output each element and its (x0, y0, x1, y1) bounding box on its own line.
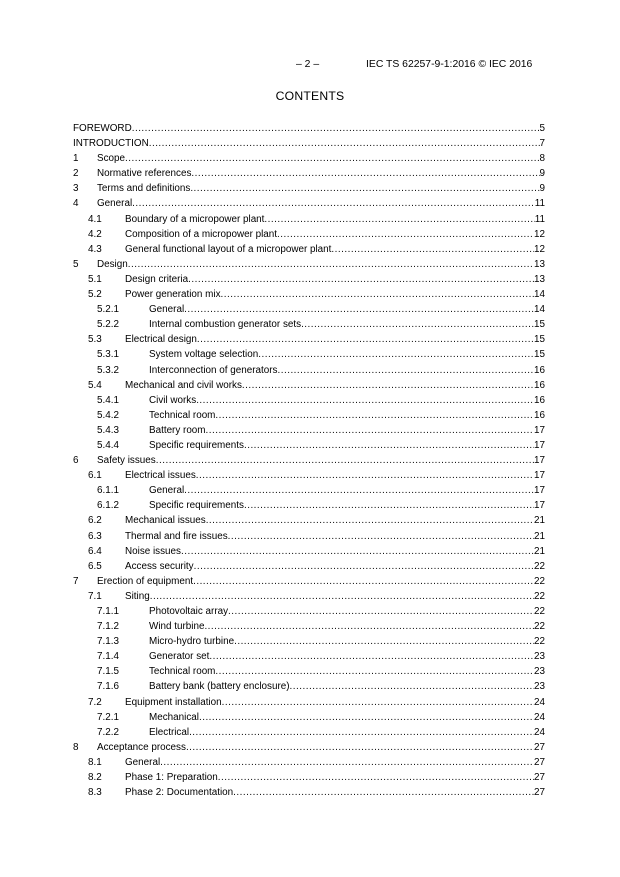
toc-entry-page: 21 (534, 515, 545, 527)
dot-leader (228, 604, 534, 619)
toc-entry-page: 27 (534, 772, 545, 784)
toc-entry[interactable] (73, 347, 545, 362)
toc-entry-number: 6.1.1 (97, 485, 119, 497)
toc-entry-title: Design (97, 258, 128, 270)
toc-entry-number: 2 (73, 168, 79, 180)
toc-entry-title: Normative references (97, 168, 192, 180)
dot-leader (233, 785, 534, 800)
toc-entry-page: 27 (534, 741, 545, 753)
toc-entry-number: 7.1.4 (97, 651, 119, 663)
toc-entry-title: Battery room (149, 424, 206, 436)
toc-entry[interactable] (73, 332, 545, 347)
toc-entry-number: 8 (73, 741, 79, 753)
toc-entry[interactable] (73, 574, 545, 589)
toc-entry-page: 24 (534, 726, 545, 738)
toc-entry-title: Photovoltaic array (149, 606, 229, 617)
dot-leader (277, 227, 534, 242)
toc-entry-page: 17 (534, 485, 545, 497)
toc-entry[interactable] (73, 740, 545, 755)
toc-entry-number: 6.1.2 (97, 500, 119, 512)
toc-entry-number: 7.1.2 (97, 621, 119, 633)
dot-leader (186, 740, 534, 755)
dot-leader (132, 196, 535, 211)
toc-entry-page: 12 (534, 228, 545, 240)
toc-entry-page: 17 (534, 470, 545, 482)
dot-leader (132, 121, 540, 136)
toc-entry-number: 6.4 (88, 545, 102, 557)
toc-entry[interactable] (73, 438, 545, 453)
dot-leader (277, 363, 534, 378)
toc-entry-page: 17 (534, 455, 545, 467)
toc-entry-page: 14 (534, 289, 545, 301)
toc-entry-title: Micro-hydro turbine (149, 636, 235, 648)
dot-leader (209, 649, 534, 664)
toc-entry-page: 5 (539, 123, 545, 134)
toc-entry-title: General (97, 198, 133, 210)
toc-entry-page: 23 (534, 651, 545, 663)
toc-entry-title: Composition of a micropower plant (125, 228, 278, 240)
dot-leader (215, 408, 534, 423)
toc-entry-page: 7 (539, 138, 545, 150)
dot-leader (264, 212, 534, 227)
dot-leader (215, 664, 534, 679)
toc-entry-page: 8 (539, 153, 545, 165)
toc-entry-page: 15 (534, 319, 545, 331)
toc-entry-number: 7.1.3 (97, 636, 119, 648)
toc-entry[interactable] (73, 453, 545, 468)
toc-entry[interactable] (73, 770, 545, 785)
toc-entry[interactable] (73, 227, 545, 242)
toc-entry-number: 5.4.4 (97, 439, 119, 451)
toc-entry-page: 24 (534, 711, 545, 723)
toc-entry-title: Phase 1: Preparation (125, 772, 218, 784)
toc-entry-number: 3 (73, 183, 79, 195)
toc-entry-page: 22 (534, 621, 545, 633)
toc-entry-title: General (149, 485, 185, 497)
toc-entry-page: 16 (534, 409, 545, 421)
toc-entry[interactable] (73, 619, 545, 634)
dot-leader (228, 529, 534, 544)
toc-entry-number: 5 (73, 258, 79, 270)
document-reference: IEC TS 62257-9-1:2016 © IEC 2016 (366, 59, 533, 70)
toc-entry-number: 7 (73, 575, 79, 587)
dot-leader (204, 619, 534, 634)
toc-entry-title: Equipment installation (125, 696, 222, 708)
toc-entry-number: 4.2 (88, 228, 102, 240)
toc-entry[interactable] (73, 151, 545, 166)
toc-entry-number: 5.2 (88, 289, 102, 301)
toc-entry-page: 15 (534, 349, 545, 361)
toc-entry[interactable] (73, 317, 545, 332)
toc-entry[interactable] (73, 755, 545, 770)
toc-entry-title: Electrical design (125, 334, 197, 346)
toc-entry-title: General functional layout of a micropower plant (125, 243, 332, 255)
dot-leader (125, 151, 539, 166)
dot-leader (193, 574, 534, 589)
toc-entry[interactable] (73, 393, 545, 408)
toc-entry[interactable] (73, 121, 545, 136)
toc-entry-title: Interconnection of generators (149, 364, 278, 376)
toc-entry-title: Terms and definitions (97, 183, 191, 195)
toc-entry-page: 9 (539, 183, 545, 195)
toc-entry-number: 8.3 (88, 787, 102, 799)
toc-entry-page: 23 (534, 681, 545, 693)
toc-entry-title: Electrical issues (125, 470, 196, 482)
dot-leader (189, 725, 534, 740)
toc-entry-page: 27 (534, 756, 545, 768)
toc-entry-title: Thermal and fire issues (125, 530, 228, 542)
dot-leader (149, 136, 540, 151)
toc-entry[interactable] (73, 483, 545, 498)
toc-entry-number: 8.1 (88, 756, 102, 768)
toc-entry-title: Safety issues (97, 455, 156, 467)
toc-entry[interactable] (73, 136, 545, 151)
dot-leader (184, 302, 534, 317)
toc-entry-title: Design criteria (125, 273, 189, 285)
toc-entry-title: INTRODUCTION (73, 138, 149, 150)
toc-entry[interactable] (73, 604, 545, 619)
toc-entry[interactable] (73, 468, 545, 483)
dot-leader (196, 393, 534, 408)
toc-entry[interactable] (73, 529, 545, 544)
toc-entry-number: 5.3.2 (97, 364, 119, 376)
toc-entry-number: 6 (73, 455, 79, 467)
toc-entry[interactable] (73, 423, 545, 438)
dot-leader (234, 634, 534, 649)
toc-entry-title: Scope (97, 153, 126, 165)
toc-entry-page: 17 (534, 500, 545, 512)
toc-entry-title: FOREWORD (73, 123, 132, 134)
toc-entry[interactable] (73, 785, 545, 800)
toc-entry-page: 14 (534, 304, 545, 316)
dot-leader (331, 242, 534, 257)
dot-leader (150, 589, 534, 604)
toc-entry-title: System voltage selection (149, 349, 259, 361)
toc-entry[interactable] (73, 212, 545, 227)
dot-leader (128, 257, 534, 272)
toc-entry[interactable] (73, 544, 545, 559)
dot-leader (222, 695, 534, 710)
toc-entry[interactable] (73, 695, 545, 710)
dot-leader (194, 559, 534, 574)
toc-entry[interactable] (73, 242, 545, 257)
dot-leader (181, 544, 534, 559)
toc-entry-title: Battery bank (battery enclosure) (149, 681, 290, 693)
toc-entry[interactable] (73, 181, 545, 196)
toc-entry[interactable] (73, 302, 545, 317)
toc-entry-page: 11 (534, 213, 545, 225)
toc-entry-title: Wind turbine (149, 621, 205, 633)
toc-entry-title: Siting (125, 590, 150, 602)
dot-leader (160, 755, 534, 770)
toc-entry-number: 5.2.2 (97, 319, 119, 331)
toc-entry-number: 5.2.1 (97, 304, 119, 316)
toc-entry[interactable] (73, 196, 545, 211)
toc-entry-page: 24 (534, 696, 545, 708)
toc-entry-number: 4 (73, 198, 79, 210)
toc-entry[interactable] (73, 513, 545, 528)
toc-entry-page: 16 (534, 394, 545, 406)
toc-entry-number: 8.2 (88, 772, 102, 784)
toc-entry-page: 16 (534, 379, 545, 391)
dot-leader (191, 166, 539, 181)
toc-entry-title: Technical room (149, 409, 216, 421)
toc-entry-number: 4.3 (88, 243, 102, 255)
toc-entry-title: Phase 2: Documentation (125, 787, 234, 799)
toc-entry-page: 23 (534, 666, 545, 678)
page-header (0, 59, 620, 73)
toc-entry-page: 17 (534, 439, 545, 451)
toc-entry-page: 22 (534, 590, 545, 602)
toc-entry-title: Acceptance process (97, 741, 186, 753)
toc-entry-number: 7.1.6 (97, 681, 119, 693)
toc-entry-page: 16 (534, 364, 545, 376)
toc-entry-number: 1 (73, 153, 79, 165)
dot-leader (184, 483, 534, 498)
toc-entry[interactable] (73, 498, 545, 513)
toc-entry[interactable] (73, 408, 545, 423)
toc-entry[interactable] (73, 634, 545, 649)
toc-entry[interactable] (73, 710, 545, 725)
toc-entry[interactable] (73, 664, 545, 679)
toc-entry-number: 6.1 (88, 470, 102, 482)
toc-entry-title: Mechanical issues (125, 515, 206, 527)
table-of-contents (73, 121, 545, 800)
toc-entry-title: Mechanical (149, 711, 199, 723)
toc-entry-page: 13 (534, 273, 545, 285)
toc-entry-page: 27 (534, 787, 545, 799)
dot-leader (188, 272, 534, 287)
toc-entry-number: 5.3 (88, 334, 102, 346)
page-title: CONTENTS (275, 89, 345, 103)
toc-entry-page: 22 (534, 560, 545, 572)
toc-entry[interactable] (73, 363, 545, 378)
toc-entry-number: 4.1 (88, 213, 102, 225)
toc-entry-number: 5.4.3 (97, 424, 119, 436)
toc-entry-page: 13 (534, 258, 545, 270)
dot-leader (290, 679, 535, 694)
dot-leader (206, 513, 534, 528)
toc-entry-title: Specific requirements (149, 500, 244, 512)
toc-entry-number: 7.2 (88, 696, 102, 708)
dot-leader (199, 710, 534, 725)
toc-entry[interactable] (73, 272, 545, 287)
toc-entry-title: Power generation mix (125, 289, 221, 301)
toc-entry[interactable] (73, 649, 545, 664)
toc-entry-number: 7.1 (88, 590, 102, 602)
toc-entry-page: 11 (534, 198, 545, 210)
dot-leader (244, 438, 534, 453)
toc-entry-title: Generator set (149, 651, 210, 663)
dot-leader (218, 770, 534, 785)
toc-entry-number: 6.3 (88, 530, 102, 542)
toc-entry-page: 15 (534, 334, 545, 346)
toc-entry-title: Erection of equipment (97, 575, 194, 587)
dot-leader (190, 181, 539, 196)
toc-entry[interactable] (73, 725, 545, 740)
toc-entry-number: 6.5 (88, 560, 102, 572)
dot-leader (196, 468, 534, 483)
toc-entry-page: 22 (534, 636, 545, 648)
toc-entry-title: Mechanical and civil works (125, 379, 242, 391)
toc-entry-title: Noise issues (125, 545, 181, 557)
toc-entry-number: 7.1.1 (97, 606, 119, 617)
toc-entry[interactable] (73, 559, 545, 574)
toc-entry-number: 7.2.2 (97, 726, 119, 738)
toc-entry-page: 9 (539, 168, 545, 180)
toc-entry-number: 5.4 (88, 379, 102, 391)
dot-leader (301, 317, 534, 332)
dot-leader (258, 347, 534, 362)
toc-entry-title: Access security (125, 560, 194, 572)
toc-entry-page: 17 (534, 424, 545, 436)
toc-entry-title: Civil works (149, 394, 197, 406)
dot-leader (242, 378, 534, 393)
toc-entry-page: 12 (534, 243, 545, 255)
toc-entry-number: 5.3.1 (97, 349, 119, 361)
toc-entry-title: Technical room (149, 666, 216, 678)
toc-entry-page: 21 (534, 545, 545, 557)
toc-entry-title: General (149, 304, 185, 316)
dot-leader (197, 332, 534, 347)
toc-entry[interactable] (73, 287, 545, 302)
toc-entry[interactable] (73, 589, 545, 604)
dot-leader (244, 498, 534, 513)
toc-entry-number: 6.2 (88, 515, 102, 527)
toc-entry-title: Specific requirements (149, 439, 244, 451)
toc-entry-page: 22 (534, 606, 545, 617)
toc-entry[interactable] (73, 166, 545, 181)
toc-entry-number: 5.4.2 (97, 409, 119, 421)
toc-entry-title: Internal combustion generator sets (149, 319, 302, 331)
page-number: – 2 – (296, 59, 320, 70)
toc-entry[interactable] (73, 257, 545, 272)
toc-entry[interactable] (73, 378, 545, 393)
toc-entry-page: 21 (534, 530, 545, 542)
toc-entry-number: 7.1.5 (97, 666, 119, 678)
toc-entry-number: 5.1 (88, 273, 102, 285)
toc-entry-title: Boundary of a micropower plant (125, 213, 265, 225)
toc-entry-title: General (125, 756, 161, 768)
toc-entry[interactable] (73, 679, 545, 694)
toc-entry-title: Electrical (149, 726, 190, 738)
dot-leader (206, 423, 534, 438)
toc-entry-number: 5.4.1 (97, 394, 119, 406)
dot-leader (156, 453, 534, 468)
toc-entry-page: 22 (534, 575, 545, 587)
toc-entry-number: 7.2.1 (97, 711, 119, 723)
dot-leader (221, 287, 535, 302)
